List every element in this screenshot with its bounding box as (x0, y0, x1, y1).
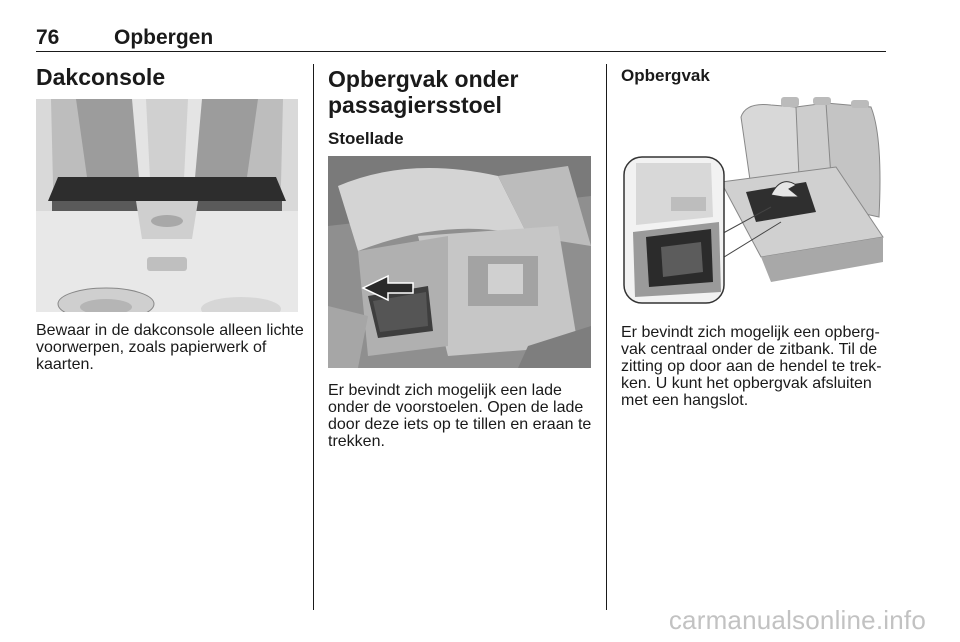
left-body (36, 322, 306, 373)
bench-storage-illustration (621, 97, 889, 309)
page-header (36, 26, 886, 52)
heading-line: passagiersstoel (328, 92, 502, 118)
roof-console-illustration (36, 99, 298, 312)
text-line: vak centraal onder de zitbank. Til de (621, 341, 878, 358)
right-body (621, 324, 891, 409)
page-number: 76 (36, 26, 60, 49)
column-divider-2 (606, 64, 607, 610)
text-line: ken. U kunt het opbergvak afsluiten (621, 375, 872, 392)
column-divider-1 (313, 64, 314, 610)
text-line: Er bevindt zich mogelijk een lade (328, 382, 562, 399)
text-line: zitting op door aan de hendel te trek- (621, 358, 882, 375)
text-line: voorwerpen, zoals papierwerk of (36, 339, 267, 356)
heading-line: Opbergvak onder (328, 66, 519, 92)
text-line: met een hangslot. (621, 392, 749, 409)
subheading-opbergvak: Opbergvak (621, 66, 710, 85)
text-line: door deze iets op te tillen en eraan te (328, 416, 592, 433)
header-rule (36, 51, 886, 52)
text-line: trekken. (328, 433, 385, 450)
seat-drawer-illustration (328, 156, 591, 368)
heading-opbergvak-onder-passagiersstoel (328, 66, 518, 118)
middle-body (328, 382, 598, 450)
section-title: Opbergen (114, 26, 214, 49)
text-line: kaarten. (36, 356, 94, 373)
text-line: Er bevindt zich mogelijk een opberg- (621, 324, 880, 341)
watermark-link[interactable]: carmanualsonline.info (668, 605, 926, 635)
text-line: onder de voorstoelen. Open de lade (328, 399, 584, 416)
heading-dakconsole: Dakconsole (36, 64, 166, 90)
text-line: Bewaar in de dakconsole alleen lichte (36, 322, 304, 339)
subheading-stoellade: Stoellade (328, 129, 404, 148)
